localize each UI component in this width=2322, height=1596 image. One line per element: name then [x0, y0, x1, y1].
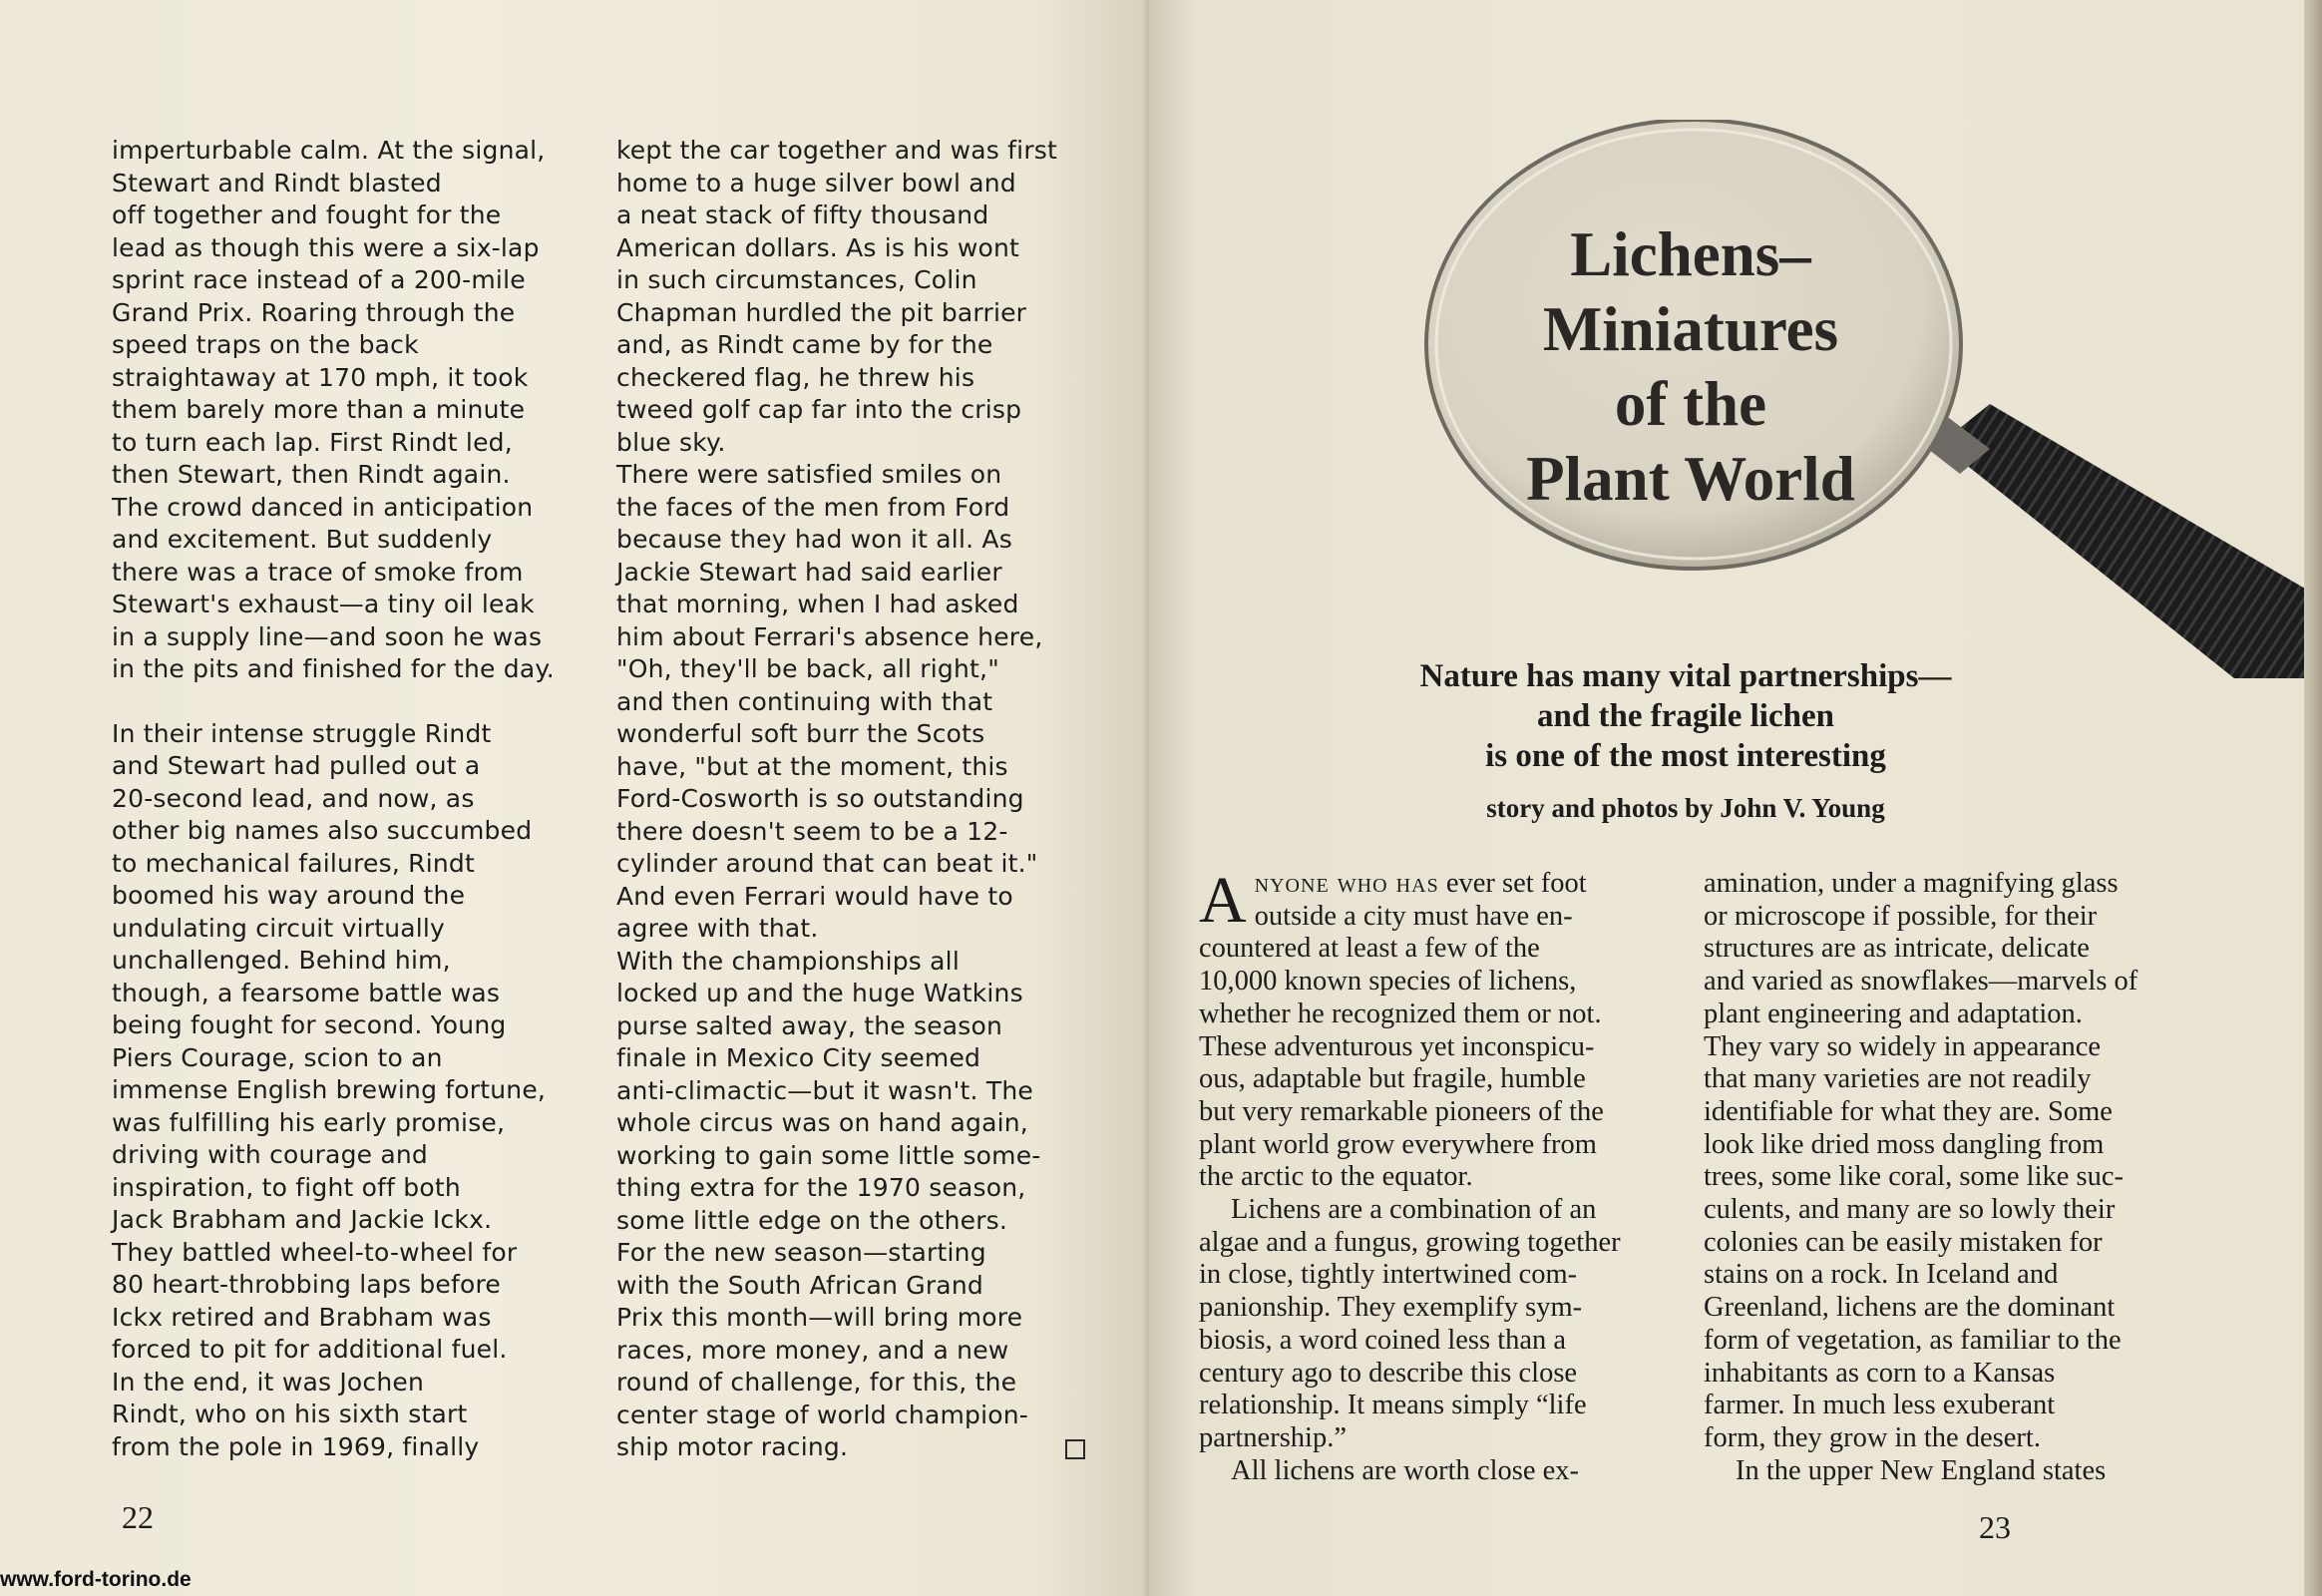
article-dek: [1327, 656, 2045, 776]
title-line: Plant World: [1526, 444, 1855, 514]
dek-line: is one of the most interesting: [1485, 738, 1886, 774]
paragraph: Lichens are a combination of an algae and a fungus, growing together in close, tightly intertwined com- panionship. They exemplify sym- biosis, a word coined less than a century ago to describe this close relationship. It means simply “life partnership.”: [1199, 1194, 1621, 1453]
paragraph: amination, under a magnifying glass or microscope if possible, for their structures are as intricate, delicate and varied as snowflakes—marvels of plant engineering and adaptation. They vary so widely in appearance that many varieties are not readily identifiable for what they are. Some look like dried moss dangling from trees, some like coral, some like suc- culents, and many are so lowly their colonies can be easily mistaken for stains on a rock. In Iceland and Greenland, lichens are the dominant form of vegetation, as familiar to the inhabitants as corn to a Kansas farmer. In much less exuberant form, they grow in the desert.: [1704, 868, 2138, 1453]
right-column-1: [1199, 864, 1664, 1487]
left-page: [0, 0, 1149, 1596]
title-line: Miniatures: [1542, 294, 1839, 364]
title-line: Lichens–: [1570, 219, 1811, 289]
left-column-1: [112, 135, 600, 1463]
left-column-2: [616, 135, 1115, 1464]
paragraph: [1199, 864, 1664, 1194]
paragraph: In the end, it was Jochen Rindt, who on his sixth start from the pole in 1969, finally: [112, 1367, 480, 1461]
dek-line: Nature has many vital partnerships—: [1419, 658, 1952, 694]
page-number-left: 22: [122, 1499, 154, 1535]
drop-cap: A: [1199, 864, 1247, 937]
dek-line: and the fragile lichen: [1537, 698, 1834, 734]
article-title: [1386, 217, 1995, 517]
page-number-right: 23: [1979, 1509, 2011, 1545]
byline: story and photos by John V. Young: [1486, 793, 1885, 823]
paragraph: In their intense struggle Rindt and Stewart had pulled out a 20-second lead, and now, as other big names also succumbed to mechanical failures, Rindt boomed his way around the undulating circuit virtually unchallenged. Behind him, though, a fearsome battle was being fought for second. Young Piers Courage, scion to an immense English brewing fortune, was fulfilling his early promise, driving with courage and inspiration, to fight off both Jack Brabham and Jackie Ickx. They battled wheel-to-wheel for 80 heart-throbbing laps before Ickx retired and Brabham was forced to pit for additional fuel.: [112, 718, 547, 1364]
right-column-2: [1704, 868, 2168, 1487]
title-line: of the: [1614, 369, 1767, 439]
watermark: www.ford-torino.de: [0, 1568, 192, 1591]
paragraph: imperturbable calm. At the signal, Stewart and Rindt blasted off together and fought for the lead as though this were a six-lap sprint race instead of a 200-mile Grand Prix. Roaring through the speed traps on the back straightaway at 170 mph, it took them barely more than a minute to turn each lap. First Rindt led, then Stewart, then Rindt again. The crowd danced in anticipation and excitement. But suddenly there was a trace of smoke from Stewart's exhaust—a tiny oil leak in a supply line—and soon he was in the pits and finished for the day.: [112, 136, 555, 683]
end-of-article-mark: [1065, 1439, 1085, 1459]
page-edge: [2304, 0, 2322, 1596]
lead-in: nyone who has: [1254, 868, 1439, 899]
paragraph: There were satisfied smiles on the faces of the men from Ford because they had won it all. As Jackie Stewart had said earlier that morning, when I had asked him about Ferrari's absence here, "Oh, they'll be back, all right," and then continuing with that wonderful soft burr the Scots have, "but at the moment, this Ford-Cosworth is so outstanding there doesn't seem to be a 12- cylinder around that can beat it." And even Ferrari would have to agree with that.: [616, 460, 1043, 943]
paragraph: All lichens are worth close ex-: [1231, 1454, 1579, 1486]
paragraph: kept the car together and was first home to a huge silver bowl and a neat stack of fifty thousand American dollars. As is his wont in such circumstances, Colin Chapman hurdled the pit barrier and, as Rindt came by for the checkered flag, he threw his tweed golf cap far into the crisp blue sky.: [616, 136, 1058, 457]
paragraph: With the championships all locked up and the huge Watkins purse salted away, the season finale in Mexico City seemed anti-climactic—but it wasn't. The whole circus was on hand again, working to gain some little some- thing extra for the 1970 season, some little edge on the others. For the new season—starting with the South African Grand Prix this month—will bring more races, more money, and a new round of challenge, for this, the center stage of world champion- ship motor racing.: [616, 946, 1041, 1461]
magnifier-handle: [1940, 404, 2322, 678]
paragraph-text: ever set foot outside a city must have en- countered at least a few of the 10,000 known species of lichens, whether he recognized them or not. These adventurous yet inconspicu- ous, adaptable but fragile, humble but very remarkable pioneers of the plant world grow everywhere from the arctic to the equator.: [1199, 868, 1604, 1193]
paragraph: In the upper New England states: [1736, 1454, 2107, 1486]
